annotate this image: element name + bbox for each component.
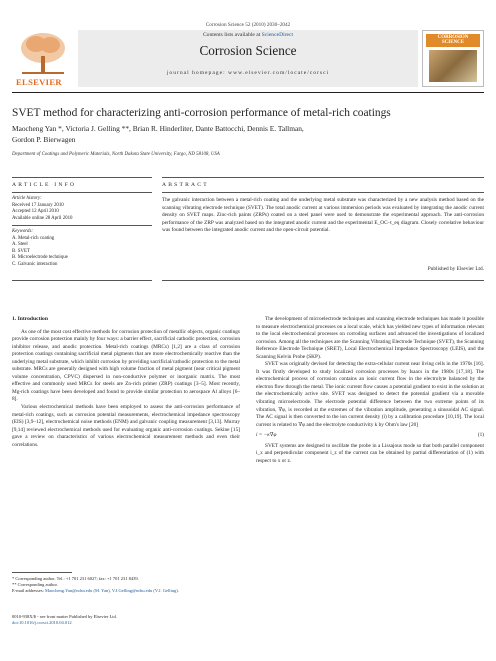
paragraph: SVET was originally devised for detecting the extra-cellular current near living cells in the 1970s [16]. It was firstly developed to study localized corrosion processes by Isaacs in the 1980s [17,18]. The electrochemical process of corrosion contains an ionic current flow in the electrolyte balanced by the electron flow through the metal. The ionic current flow causes a potential gradient to exist in the solution at the electrochemically active site. SVET was designed to detect the potential gradient via a movable vibrating microelectrode. The electrode potential difference between the two extreme points of its vibration, ∇φ, is recorded at the extremes of the vibration amplitude, generating a sinusoidal AC signal. The AC signal is then converted to the ion current density (i) by a calibration procedure [10,19]. The local current is related to ∇φ and the electrolyte conductivity k by Ohm's law [20]: [256, 361, 484, 428]
keywords-rule: [12, 225, 152, 226]
footnotes: * Corresponding author. Tel.: +1 701 231 6027; fax: +1 701 231 8439. ** Corresponding author. E-mail addresses: Maocheng.Yan@ndsu.edu (M. Yan), V.J.Gelling@ndsu.edu (V.J. Gelling).: [12, 576, 179, 593]
header-rule: [12, 92, 484, 93]
equation: i = −κ∇φ (1): [256, 432, 484, 439]
keywords: Keywords: A. Metal-rich coating A. Steel B. SVET B. Microelectrode technique C. Galvanic interaction: [12, 229, 152, 269]
published-by: Published by Elsevier Ltd.: [427, 266, 484, 272]
paragraph: Various electrochemical methods have been employed to assess the anti-corrosion performance of metal-rich coatings, such as corrosion potential measurements, electrochemical impedance spectroscopy (EIS) [3,9–12], electrochemical noise methods (ENM) and galvanic coupling measurement [3,13]. Murray [9,14] reviewed electrochemical methods used for evaluating organic anti-corrosion coatings. Sekine [15] gave a review on characteristics of various electrochemical measurement methods and even their correlations.: [12, 404, 240, 448]
section-title: 1. Introduction: [12, 316, 48, 322]
info-rule-2: [12, 192, 152, 193]
article-info-heading: ARTICLE INFO: [12, 182, 77, 188]
abstract-heading: ABSTRACT: [162, 182, 209, 188]
publisher-name: ELSEVIER: [16, 77, 62, 87]
abstract-rule-2: [162, 192, 484, 193]
left-column: [12, 316, 240, 449]
keyword-item: B. Microelectrode technique: [12, 255, 68, 261]
paragraph: The development of microelectrode techniques and scanning electrode techniques has made it possible to measure electrochemical processes on a local scale, which has yielded new types of information relevant to the local electrochemical processes on corroding surfaces and advanced the investigations of localized corrosion. Among all the techniques are the Scanning Vibrating Electrode Technique (SVET), the Scanning Reference Electrode Technique (SRET), Local Electrochemical Impedance Spectroscopy (LEIS), and the Scanning Kelvin Probe (SKP).: [256, 316, 484, 360]
contents-line: Contents lists available at ScienceDirect: [202, 32, 294, 38]
abstract-text: The galvanic interaction between a metal-rich coating and the underlying metal substrate was characterized by a new analysis method based on the scanning vibrating electrode technique (SVET). The total anodic current at various immersion periods was evaluated by integrating the anodic current density on SVET maps. Zinc-rich paints (ZRPs) coated on a steel panel were used to demonstrate the experimental approach. The anti-corrosion performance of the ZRP was analyzed based on the integrated anodic current and the experimental E_OC–t_eq diagram. Closely correlative behaviour was found between the integrated anodic current and the open-circuit potential.: [162, 197, 484, 234]
footnote-rule: [12, 572, 72, 573]
paragraph: As one of the most cost effective methods for corrosion protection of metallic objects, organic coatings provide corrosion protection mainly by four ways: a barrier effect, sacrificial cathodic protection, corrosion inhibitor release, and anodic protection. Metal-rich coatings (MRCs) [1,2] are a class of corrosion protection coatings containing sacrificial metal pigments that are more electrochemically reactive than the underlying metal substrate, which inhibit corrosion by providing sacrificial/cathodic protection to the metal substrate. MRCs are generally designed with high volume fraction of metal pigment (near critical pigment volume concentration, CPVC) dispersed in non-conductive polymer or inorganic matrix. The most effective and commonly used MRCs for steels are Zn-rich primer (ZRP) coatings [3–5]. Most recently, Mg-rich coatings have been developed and found to provide similar protection to aerospace Al alloys [6–8].: [12, 328, 240, 403]
journal-banner: [78, 30, 418, 87]
journal-header: [12, 30, 484, 87]
info-rule-bottom: [12, 280, 152, 281]
journal-citation: Corrosion Science 52 (2010) 2030–2042: [205, 22, 291, 28]
journal-title: Corrosion Science: [199, 43, 297, 58]
abstract-rule-bottom: [162, 280, 484, 281]
journal-homepage-link[interactable]: journal homepage: www.elsevier.com/locate/corsci: [166, 70, 330, 76]
sciencedirect-link[interactable]: ScienceDirect: [261, 32, 294, 38]
copyright-footer: 0010-938X/$ - see front matter Published by Elsevier Ltd. doi:10.1016/j.corsci.2010.04.012: [12, 614, 240, 626]
keyword-item: A. Steel: [12, 242, 28, 248]
paragraph: SVET systems are designed to oscillate the probe in a Lissajous mode so that both parallel component i_x and perpendicular component i_z of the current can be obtained by partial differentiation of (1) with respect to x or z.: [256, 442, 484, 464]
article-title: SVET method for characterizing anti-corrosion performance of metal-rich coatings: [12, 107, 391, 119]
keyword-item: B. SVET: [12, 248, 30, 254]
keyword-item: A. Metal-rich coating: [12, 235, 55, 241]
tree-logo-icon: [12, 30, 74, 78]
keyword-item: C. Galvanic interaction: [12, 261, 58, 267]
cover-title: CORROSION SCIENCE: [437, 35, 469, 46]
right-column: [256, 316, 484, 465]
article-history: Article history: Received 17 January 2010 Accepted 12 April 2010 Available online 28 April 2010: [12, 196, 73, 221]
journal-cover: [422, 30, 484, 87]
cover-image: [429, 50, 477, 82]
affiliation: Department of Coatings and Polymeric Materials, North Dakota State University, Fargo, ND 58108, USA: [12, 152, 220, 157]
abstract-rule: [162, 177, 484, 178]
info-rule: [12, 177, 152, 178]
doi-link[interactable]: doi:10.1016/j.corsci.2010.04.012: [12, 620, 72, 626]
elsevier-logo: [12, 30, 74, 87]
author-list: Maocheng Yan *, Victoria J. Gelling **, Brian R. Hinderliter, Dante Battocchi, Dennis E. Tallman, Gordon P. Bierwagen: [12, 124, 304, 144]
email-links[interactable]: Maocheng.Yan@ndsu.edu (M. Yan), V.J.Gelling@ndsu.edu (V.J. Gelling).: [45, 588, 179, 593]
